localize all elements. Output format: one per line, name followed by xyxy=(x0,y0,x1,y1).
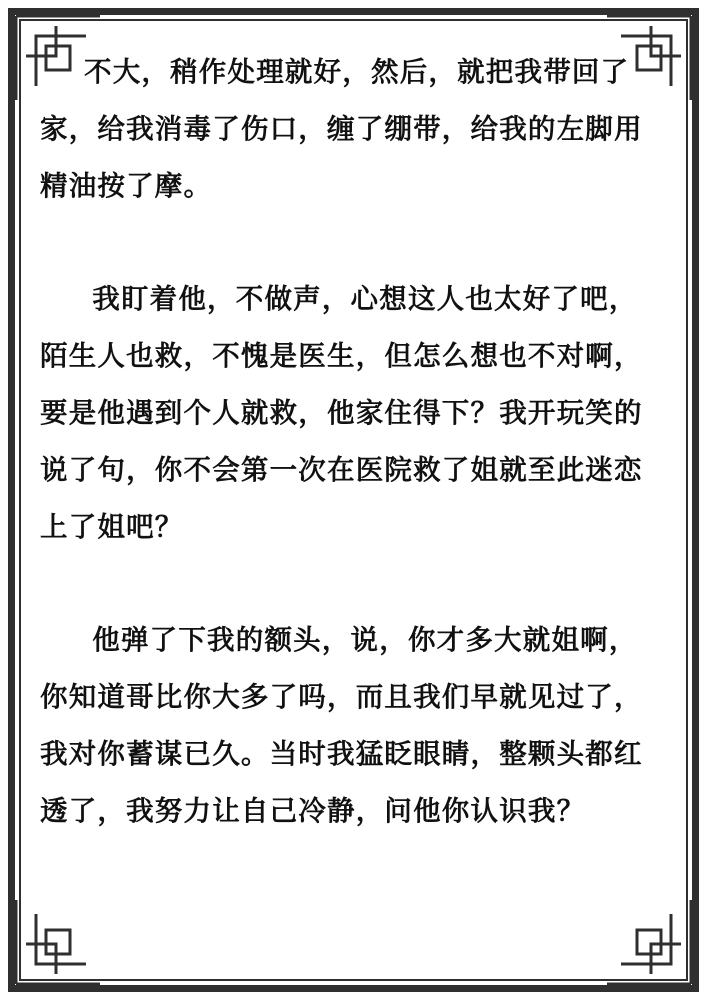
corner-ornament-bottom-right-icon xyxy=(603,896,695,988)
corner-ornament-bottom-left-icon xyxy=(12,896,104,988)
paragraph-2: 我盯着他，不做声，心想这人也太好了吧，陌生人也救，不愧是医生，但怎么想也不对啊，要是他遇到个人就救，他家住得下？我开玩笑的说了句，你不会第一次在医院救了姐就至此迷恋上了姐吧？ xyxy=(40,283,643,543)
paragraph-3: 他弹了下我的额头，说，你才多大就姐啊，你知道哥比你大多了吗，而且我们早就见过了，我对你蓄谋已久。当时我猛眨眼睛，整颗头都红透了，我努力让自己冷静，问他你认识我？ xyxy=(40,624,643,827)
document-body xyxy=(40,44,666,840)
paragraph-1: 不大，稍作处理就好，然后，就把我带回了家，给我消毒了伤口，缠了绷带，给我的左脚用精油按了摩。 xyxy=(40,56,643,202)
